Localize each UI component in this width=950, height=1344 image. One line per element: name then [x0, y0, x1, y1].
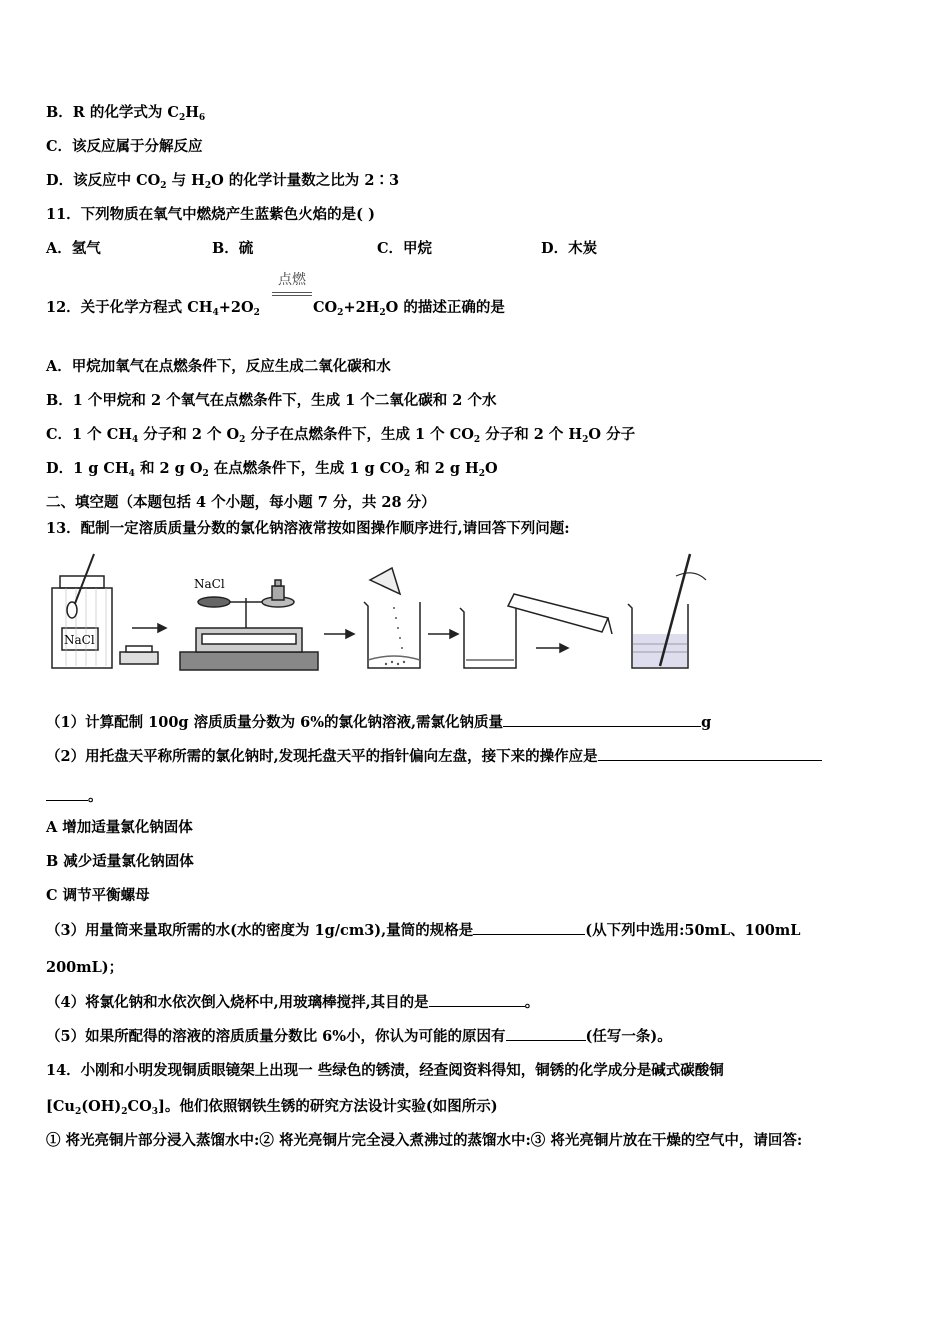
stir-arrow-icon [676, 573, 706, 580]
condition-label: 点燃 [278, 272, 306, 288]
procedure-diagram [46, 548, 726, 678]
q10-option-b: B．R 的化学式为 $C_2H_6$ [46, 104, 206, 123]
beaker-icon [364, 568, 420, 668]
answer-blank-2[interactable] [598, 746, 822, 761]
arrow-icon [428, 630, 458, 638]
q13-part2: （2）用托盘天平称所需的氯化钠时,发现托盘天平的指针偏向左盘，接下来的操作应是 [46, 746, 822, 767]
q13-part3: （3）用量筒来量取所需的水(水的密度为 1g/cm3),量筒的规格是 (从下列中选用:50mL、100mL [46, 922, 801, 939]
answer-blank-3[interactable] [473, 920, 585, 935]
q10-option-d: D．该反应中 $CO_2$ 与 $H_2O$ 的化学计量数之比为 2∶3 [46, 172, 400, 191]
answer-blank-4[interactable] [429, 992, 525, 1007]
answer-blank-2-cont[interactable] [46, 786, 88, 801]
q12-option-a: A．甲烷加氧气在点燃条件下，反应生成二氧化碳和水 [46, 358, 391, 375]
q11-stem: 11．下列物质在氧气中燃烧产生蓝紫色火焰的是( ) [46, 206, 375, 223]
balance-label: NaCl [194, 577, 225, 591]
reaction-condition-equals [272, 272, 312, 296]
q12-option-b: B．1 个甲烷和 2 个氧气在点燃条件下，生成 1 个二氧化碳和 2 个水 [46, 392, 497, 409]
q10-option-c: C．该反应属于分解反应 [46, 138, 203, 155]
q11-option-d: D．木炭 [541, 240, 598, 257]
q12-option-c: C．1 个 $CH_4$ 分子和 2 个 $O_2$ 分子在点燃条件下，生成 1 个 $CO_2$ 分子和 2 个 $H_2O$ 分子 [46, 426, 636, 445]
q13-option-c: C 调节平衡螺母 [46, 887, 150, 904]
q13-option-b: B 减少适量氯化钠固体 [46, 853, 194, 870]
answer-blank-5[interactable] [506, 1026, 586, 1041]
beaker-icon [460, 608, 516, 668]
answer-blank-1[interactable] [503, 712, 701, 727]
q14-formula-line: $[Cu_2(OH)_2CO_3]$。他们依照钢铁生锈的研究方法设计实验(如图所示) [46, 1098, 498, 1117]
bottle-label: NaCl [64, 633, 95, 647]
balance-icon [180, 580, 318, 670]
q13-part5: （5）如果所配得的溶液的溶质质量分数比 6%小，你认为可能的原因有 (任写一条)。 [46, 1028, 672, 1045]
q11-option-a: A．氢气 [46, 240, 101, 257]
q12-option-d: D．1 g $CH_4$ 和 2 g $O_2$ 在点燃条件下，生成 1 g $CO_2$ 和 2 g $H_2O$ [46, 460, 498, 479]
q13-part4: （4）将氯化钠和水依次倒入烧杯中,用玻璃棒搅拌,其目的是 。 [46, 994, 540, 1011]
q13-part2-cont: 。 [46, 786, 103, 807]
q13-stem: 13．配制一定溶质质量分数的氯化钠溶液常按如图操作顺序进行,请回答下列问题: [46, 520, 570, 537]
q14-experiments: ① 将光亮铜片部分浸入蒸馏水中:② 将光亮铜片完全浸入煮沸过的蒸馏水中:③ 将光亮铜片放在干燥的空气中，请回答: [46, 1132, 803, 1149]
section-title: 二、填空题（本题包括 4 个小题，每小题 7 分，共 28 分） [46, 494, 436, 511]
q12-stem-right: $CO_2+2H_2O$ 的描述正确的是 [313, 299, 505, 318]
spoon-icon [67, 554, 94, 618]
q12-stem-left: 12．关于化学方程式 $CH_4+2O_2$ [46, 299, 260, 318]
graduated-cylinder-icon [508, 594, 612, 634]
q13-procedure-figure [46, 548, 726, 678]
q13-option-a: A 增加适量氯化钠固体 [46, 819, 193, 836]
equals-bar-bottom [272, 295, 312, 296]
q11-option-b: B．硫 [212, 240, 254, 257]
arrow-icon [132, 624, 166, 632]
arrow-icon [536, 644, 568, 652]
q13-part1: （1）计算配制 100g 溶质质量分数为 6%的氯化钠溶液,需氯化钠质量 g [46, 714, 712, 731]
q11-option-c: C．甲烷 [377, 240, 433, 257]
q13-part3-cont: 200mL)； [46, 959, 124, 976]
arrow-icon [324, 630, 354, 638]
beaker-icon [628, 604, 688, 668]
weighing-dish [120, 646, 158, 664]
q14-stem: 14．小刚和小明发现铜质眼镜架上出现一 些绿色的锈渍，经查阅资料得知，铜锈的化学成分是碱式碳酸铜 [46, 1062, 724, 1079]
reagent-bottle [52, 576, 112, 668]
